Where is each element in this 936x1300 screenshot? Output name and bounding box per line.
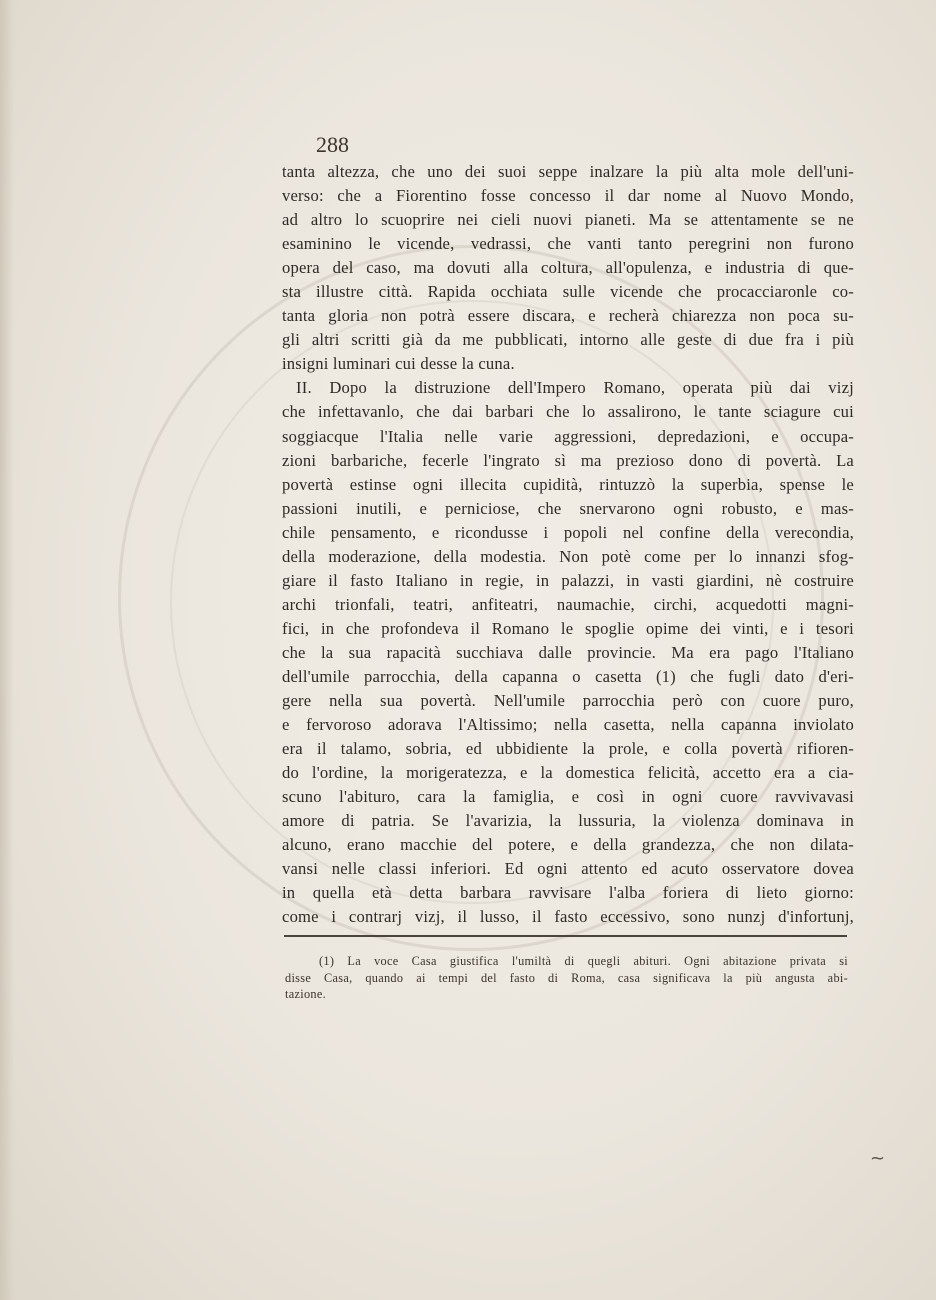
- text-line: insigni luminari cui desse la cuna.: [282, 354, 515, 374]
- text-line: alcuno, erano macchie del potere, e della grandezza, che non dilata-: [282, 835, 854, 855]
- text-line: zioni barbariche, fecerle l'ingrato sì ma prezioso dono di povertà. La: [282, 450, 854, 470]
- text-line: ad altro lo scuoprire nei cieli nuovi pianeti. Ma se attentamente se ne: [282, 210, 854, 230]
- text-line: e fervoroso adorava l'Altissimo; nella casetta, nella capanna inviolato: [282, 715, 854, 735]
- text-line: vansi nelle classi inferiori. Ed ogni attento ed acuto osservatore dovea: [282, 859, 854, 879]
- text-line: amore di patria. Se l'avarizia, la lussuria, la violenza dominava in: [282, 811, 854, 831]
- text-line: che infettavanlo, che dai barbari che lo assalirono, le tante sciagure cui: [282, 402, 854, 422]
- text-line: gere nella sua povertà. Nell'umile parrocchia però con cuore puro,: [282, 691, 854, 711]
- footnote-line: tazione.: [285, 987, 326, 1001]
- footnote-line: disse Casa, quando ai tempi del fasto di Roma, casa significava la più angusta abi-: [285, 970, 848, 985]
- text-line: tanta gloria non potrà essere discara, e recherà chiarezza non poca su-: [282, 306, 854, 326]
- text-line: tanta altezza, che uno dei suoi seppe inalzare la più alta mole dell'uni-: [282, 162, 854, 181]
- text-line: chile pensamento, e ricondusse i popoli nel confine della verecondia,: [282, 522, 854, 542]
- body-text: [282, 160, 854, 930]
- text-line: soggiacque l'Italia nelle varie aggressioni, depredazioni, e occupa-: [282, 426, 854, 446]
- corner-mark: ~: [870, 1148, 886, 1169]
- text-line: gli altri scritti già da me pubblicati, intorno alle geste di due fra i più: [282, 330, 854, 350]
- text-line: che la sua rapacità succhiava dalle provincie. Ma era pago l'Italiano: [282, 642, 854, 662]
- text-line: do l'ordine, la morigeratezza, e la domestica felicità, accetto era a cia-: [282, 763, 854, 783]
- text-line: scuno l'abituro, cara la famiglia, e così in ogni cuore ravvivavasi: [282, 787, 854, 807]
- text-line: come i contrarj vizj, il lusso, il fasto eccessivo, sono nunzj d'infortunj,: [282, 907, 854, 927]
- text-line: giare il fasto Italiano in regie, in palazzi, in vasti giardini, nè costruire: [282, 570, 854, 590]
- text-line: sta illustre città. Rapida occhiata sulle vicende che procacciaronle co-: [282, 282, 854, 302]
- page-number: 288: [316, 132, 349, 157]
- footnote-line: (1) La voce Casa giustifica l'umiltà di quegli abituri. Ogni abitazione privata si: [319, 954, 848, 968]
- footnote-divider: [284, 935, 847, 937]
- text-line: opera del caso, ma dovuti alla coltura, all'opulenza, e industria di que-: [282, 258, 854, 278]
- text-line: povertà estinse ogni illecita cupidità, rintuzzò la superbia, spense le: [282, 474, 854, 494]
- page-edge-shadow: [0, 0, 14, 1300]
- footnote: [285, 953, 848, 1003]
- text-line: fici, in che profondeva il Romano le spoglie opime dei vinti, e i tesori: [282, 618, 854, 638]
- text-line: verso: che a Fiorentino fosse concesso il dar nome al Nuovo Mondo,: [282, 186, 854, 206]
- text-line: era il talamo, sobria, ed ubbidiente la prole, e colla povertà rifioren-: [282, 739, 854, 759]
- text-line: esaminino le vicende, vedrassi, che vanti tanto peregrini non furono: [282, 234, 854, 254]
- section-heading-line: II. Dopo la distruzione dell'Impero Romano, operata più dai vizj: [296, 378, 854, 398]
- text-line: in quella età detta barbara ravvisare l'alba foriera di lieto giorno:: [282, 883, 854, 903]
- text-line: archi trionfali, teatri, anfiteatri, naumachie, circhi, acquedotti magni-: [282, 594, 854, 614]
- text-line: passioni inutili, e perniciose, che snervarono ogni robusto, e mas-: [282, 498, 854, 518]
- text-line: dell'umile parrocchia, della capanna o casetta (1) che fugli dato d'eri-: [282, 666, 854, 686]
- text-line: della moderazione, della modestia. Non potè come per lo innanzi sfog-: [282, 546, 854, 566]
